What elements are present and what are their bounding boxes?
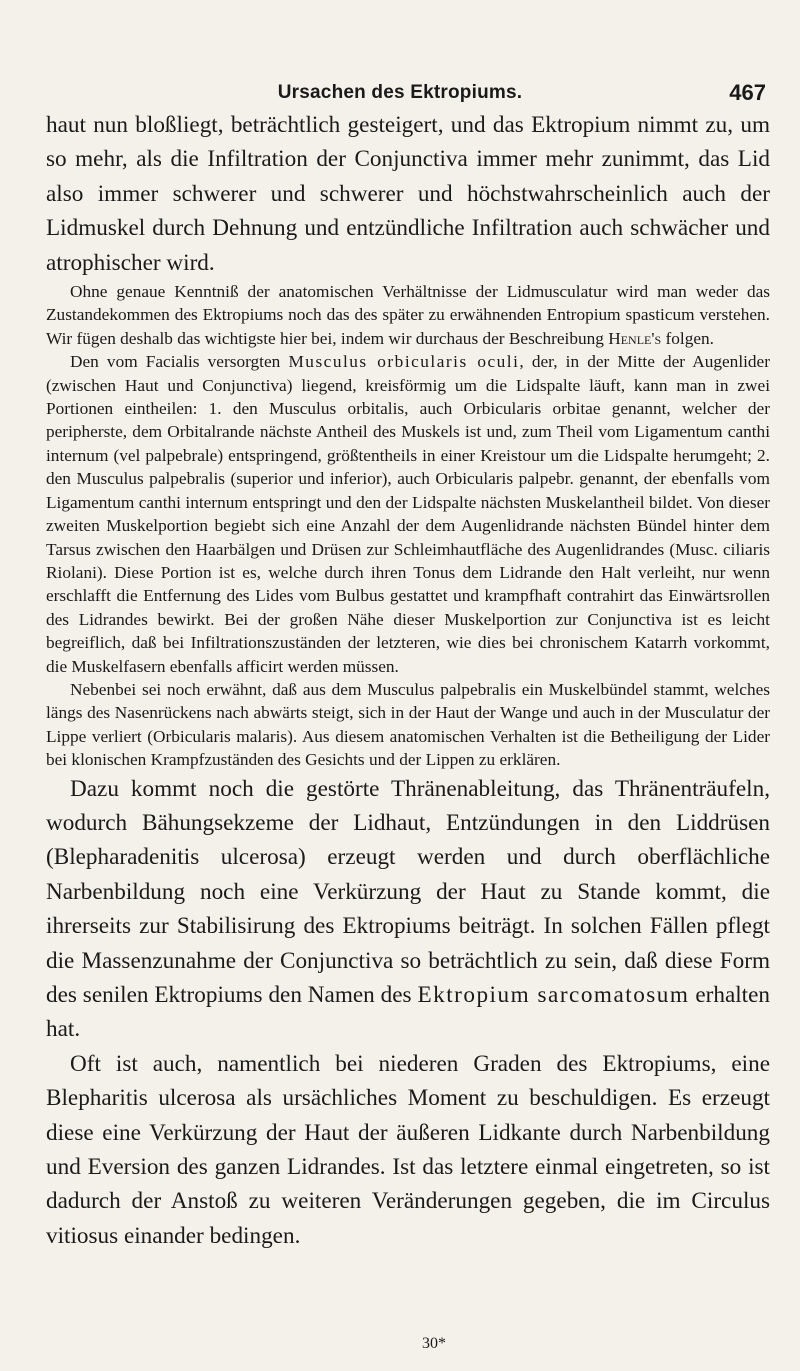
paragraph-5	[46, 772, 770, 1047]
paragraph-3-text-a: Den vom Facialis versorgten	[70, 352, 289, 372]
paragraph-2-text-b: folgen.	[661, 328, 714, 348]
page-body	[46, 108, 770, 1253]
paragraph-2	[46, 280, 770, 350]
printer-signature: 30*	[422, 1335, 446, 1352]
paragraph-4: Nebenbei sei noch erwähnt, daß aus dem Musculus palpebralis ein Muskelbündel stammt, welches längs des Nasenrückens nach abwärts steigt, sich in der Haut der Wange und auch in der Musculatur der Lippe verliert (Orbicularis malaris). Aus diesem anatomischen Verhalten ist die Betheiligung der Lider bei klonischen Krampfzuständen des Gesichts und der Lippen zu erklären.	[46, 679, 770, 770]
running-title: Ursachen des Ektropiums.	[277, 82, 523, 103]
paragraph-1: haut nun bloßliegt, beträchtlich gesteigert, und das Ektropium nimmt zu, um so mehr, als die Infiltration der Conjunctiva immer mehr zunimmt, das Lid also immer schwerer und schwerer und höchstwahrscheinlich auch der Lidmuskel durch Dehnung und entzündliche Infiltration auch schwächer und atrophischer wird.	[46, 112, 770, 276]
paragraph-2-text-a: Ohne genaue Kenntniß der anatomischen Verhältnisse der Lidmusculatur wird man weder das Zustandekommen des Ektropiums noch das des später zu erwähnenden Entropium spasticum verstehen. Wir fügen deshalb das wichtigste hier bei, indem wir durchaus der Beschreibung	[46, 282, 770, 348]
paragraph-6: Oft ist auch, namentlich bei niederen Graden des Ektropiums, eine Blepharitis ulcerosa als ursächliches Moment zu beschuldigen. Es erzeugt diese eine Verkürzung der Haut der äußeren Lidkante durch Narbenbildung und Eversion des ganzen Lidrandes. Ist das letztere einmal eingetreten, so ist dadurch der Anstoß zu weiteren Veränderungen gegeben, die im Circulus vitiosus einander bedingen.	[46, 1050, 770, 1249]
paragraph-5-text-b: erhalten hat.	[46, 982, 771, 1043]
page-number: 467	[729, 80, 766, 105]
author-name: Henle's	[608, 328, 662, 348]
paragraph-5-text-a: Dazu kommt noch die gestörte Thränenableitung, das Thränenträufeln, wodurch Bähungsekzeme der Lidhaut, Entzündungen in den Liddrüsen (Blepharadenitis ulcerosa) erzeugt werden und durch oberflächliche Narbenbildung noch eine Verkürzung der Haut zu Stande kommt, die ihrerseits zur Stabilisirung des Ektropiums beiträgt. In solchen Fällen pflegt die Massenzunahme der Conjunctiva so beträchtlich zu sein, daß diese Form des senilen Ektropiums den Namen des	[46, 775, 770, 1008]
paragraph-3-text-b: , der, in der Mitte der Augenlider (zwischen Haut und Conjunctiva) liegend, kreisförmig um die Lidspalte läuft, kann man in zwei Portionen eintheilen: 1. den Musculus orbitalis, auch Orbicularis orbitae genannt, welcher der peripherste, dem Orbitalrande nächste Antheil des Muskels ist und, zum Theil vom Ligamentum canthi internum (vel palpebrale) entspringend, größtentheils in einer Kreistour um die Lidspalte herumgeht; 2. den Musculus palpebralis (superior und inferior), auch Orbicularis palpebr. genannt, der ebenfalls vom Ligamentum canthi internum entspringt und den der Lidspalte nächsten Muskelantheil bildet. Von dieser zweiten Muskelportion begiebt sich eine Anzahl der dem Augenlidrande nächsten Bündel hinter dem Tarsus zwischen den Haarbälgen und Drüsen zur Schleimhautfläche des Augenlidrandes (Musc. ciliaris Riolani). Diese Portion ist es, welche durch ihren Tonus dem Lidrande den Halt verleiht, nur wenn erschlafft die Entfernung des Lides vom Bulbus gestattet und krampfhaft contrahirt das Einwärtsrollen des Lidrandes bewirkt. Bei der großen Nähe dieser Muskelportion zur Conjunctiva ist es leicht begreiflich, daß bei Infiltrationszuständen der letzteren, wie dies bei chronischem Katarrh vorkommt, die Muskelfasern ebenfalls afficirt werden müssen.	[46, 352, 770, 676]
muscle-term: Musculus orbicularis oculi	[288, 352, 520, 372]
paragraph-3	[46, 350, 770, 678]
diagnosis-term: Ektropium sarcomatosum	[417, 982, 690, 1008]
